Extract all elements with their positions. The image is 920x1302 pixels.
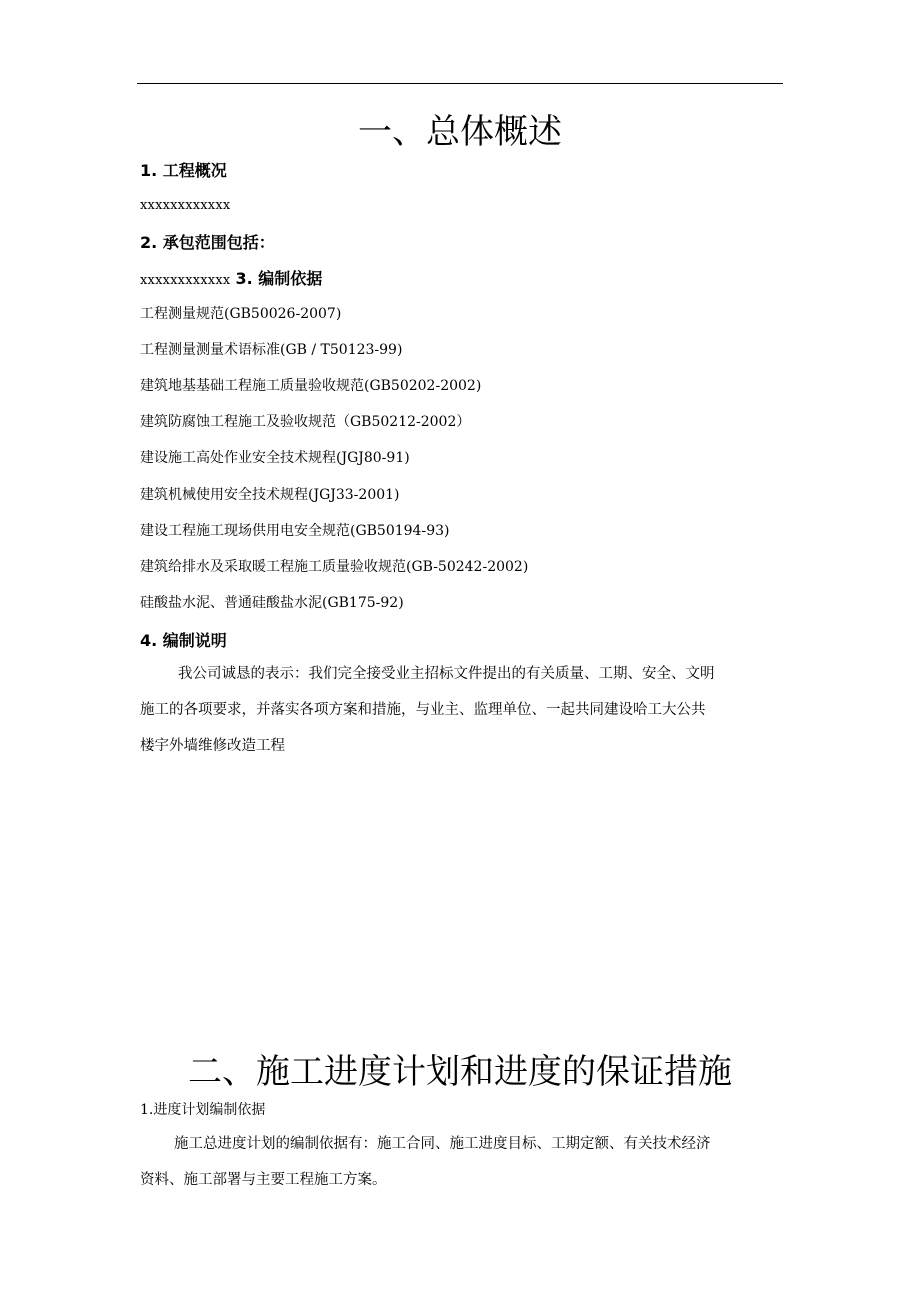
schedule-basis-line: 施工总进度计划的编制依据有：施工合同、施工进度目标、工期定额、有关技术经济 <box>174 1136 711 1152</box>
standard-item: 硅酸盐水泥、普通硅酸盐水泥(GB175-92) <box>140 595 404 611</box>
section-2-title: 二、施工进度计划和进度的保证措施 <box>188 1052 732 1092</box>
compilation-notes-line: 施工的各项要求，并落实各项方案和措施，与业主、监理单位、一起共同建设哈工大公共 <box>140 702 706 718</box>
compilation-notes-line: 楼宇外墙维修改造工程 <box>140 738 285 754</box>
standard-item: 建设工程施工现场供用电安全规范(GB50194-93) <box>140 523 450 539</box>
standard-item: 建筑防腐蚀工程施工及验收规范（GB50212-2002） <box>140 414 471 430</box>
standard-item: 工程测量规范(GB50026-2007) <box>140 306 342 322</box>
compilation-notes-line: 我公司诚恳的表示：我们完全接受业主招标文件提出的有关质量、工期、安全、文明 <box>178 666 715 682</box>
heading-compilation-notes: 4. 编制说明 <box>140 631 227 650</box>
standard-item: 建筑地基基础工程施工质量验收规范(GB50202-2002) <box>140 378 482 394</box>
section-1-title: 一、总体概述 <box>358 112 562 152</box>
standard-item: 建筑机械使用安全技术规程(JGJ33-2001) <box>140 487 400 503</box>
heading-project-overview: 1. 工程概况 <box>140 161 227 180</box>
heading-schedule-basis: 1.进度计划编制依据 <box>140 1102 266 1118</box>
heading-contract-scope: 2. 承包范围包括： <box>140 233 275 252</box>
project-overview-text: xxxxxxxxxxxx <box>140 198 231 213</box>
standard-item: 工程测量测量术语标准(GB / T50123-99) <box>140 342 403 358</box>
standard-item: 建设施工高处作业安全技术规程(JGJ80-91) <box>140 450 410 466</box>
schedule-basis-line: 资料、施工部署与主要工程施工方案。 <box>140 1172 387 1188</box>
header-rule <box>137 83 783 84</box>
heading-basis: 3. 编制依据 <box>235 269 323 288</box>
contract-scope-line <box>140 266 322 289</box>
contract-scope-text: xxxxxxxxxxxx <box>140 273 231 288</box>
standard-item: 建筑给排水及采取暖工程施工质量验收规范(GB-50242-2002) <box>140 559 529 575</box>
